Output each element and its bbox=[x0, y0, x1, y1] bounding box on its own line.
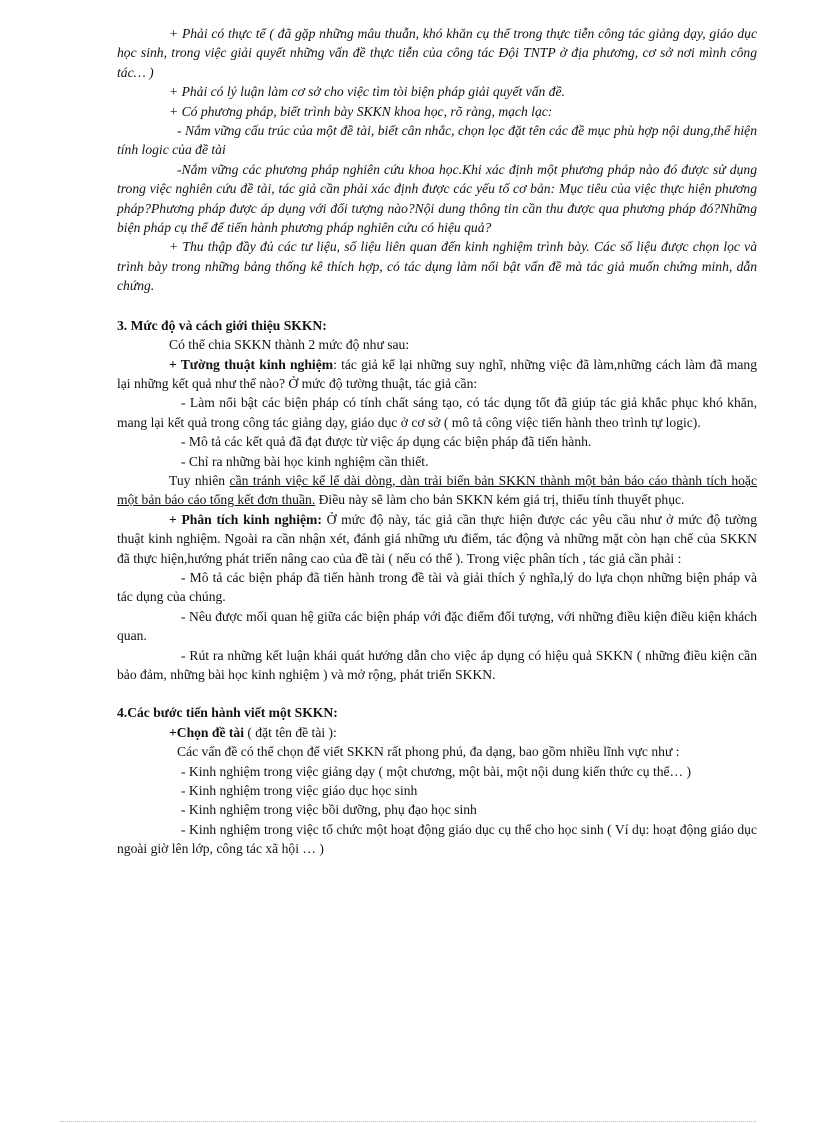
narrative-experience-paragraph bbox=[117, 355, 757, 394]
topic-item-4: - Kinh nghiệm trong việc tổ chức một hoạt động giáo dục cụ thể cho học sinh ( Ví dụ: hoạt động giáo dục ngoài giờ lên lớp, công tác xã hội … ) bbox=[117, 821, 757, 857]
section-4-intro: Các vấn đề có thể chọn để viết SKKN rất phong phú, đa dạng, bao gồm nhiều lĩnh vực như : bbox=[177, 744, 680, 760]
page-bottom-border bbox=[60, 1121, 756, 1122]
paragraph-collect-data: + Thu thập đầy đủ các tư liệu, số liệu liên quan đến kinh nghiệm trình bày. Các số liệu được chọn lọc và trình bày trong những bảng thống kê thích hợp, có tác dụng làm nổi bật vấn đề mà tác giả muốn chứng minh, dẫn chứng. bbox=[117, 239, 757, 294]
however-underlined-text: cần tránh việc kể lể dài dòng, dàn trải biến bản SKKN thành một bản báo cáo thành tích hoặc một bản báo cáo tổng kết đơn thuần. bbox=[117, 472, 757, 508]
spacer bbox=[117, 684, 757, 703]
paragraph-theory: + Phải có lý luận làm cơ sở cho việc tìm tòi biện pháp giải quyết vấn đề. bbox=[169, 84, 565, 100]
paragraph-method: + Có phương pháp, biết trình bày SKKN khoa học, rõ ràng, mạch lạc: bbox=[169, 103, 553, 119]
analysis-experience-label: + Phân tích kinh nghiệm: bbox=[169, 511, 322, 527]
choose-topic-text: ( đặt tên đề tài ): bbox=[243, 724, 337, 740]
paragraph-practical: + Phải có thực tế ( đã gặp những mâu thuẫn, khó khăn cụ thể trong thực tiễn công tác giảng dạy, giáo dục học sinh, trong việc giải quyết những vấn đề thực tiễn của công tác Đội TNTP ở địa phương, cơ sở nơi mình công tác… ) bbox=[117, 26, 757, 80]
choose-topic-label: +Chọn đề tài bbox=[169, 724, 244, 740]
narrative-item-3: - Chỉ ra những bài học kinh nghiệm cần thiết. bbox=[181, 453, 429, 469]
topic-item-3: - Kinh nghiệm trong việc bồi dưỡng, phụ đạo học sinh bbox=[181, 802, 477, 818]
however-suffix: Điều này sẽ làm cho bản SKKN kém giá trị, thiếu tính thuyết phục. bbox=[315, 492, 685, 508]
section-3-intro: Có thể chia SKKN thành 2 mức độ như sau: bbox=[169, 337, 410, 353]
paragraph-research-methods: -Nắm vững các phương pháp nghiên cứu khoa học.Khi xác định một phương pháp nào đó được sử dụng trong việc nghiên cứu đề tài, tác giả cần phải xác định được các yếu tố cơ bản: Mục tiêu của việc thực hiện phương pháp?Phương pháp được áp dụng với đối tượng nào?Nội dung thông tin cần thu được qua phương pháp đó?Những biện pháp cụ thể để tiến hành phương pháp nghiên cứu có hiệu quả? bbox=[117, 161, 757, 236]
however-prefix: Tuy nhiên bbox=[169, 472, 230, 488]
section-4-heading: 4.Các bước tiến hành viết một SKKN: bbox=[117, 705, 338, 721]
analysis-experience-paragraph bbox=[117, 510, 757, 568]
paragraph-structure: - Nắm vững cấu trúc của một đề tài, biết cân nhắc, chọn lọc đặt tên các đề mục phù hợp nội dung,thể hiện tính logic của đề tài bbox=[117, 123, 757, 158]
analysis-item-3: - Rút ra những kết luận khái quát hướng dẫn cho việc áp dụng có hiệu quả SKKN ( những điều kiện cần bảo đảm, những bài học kinh nghiệm ) và mở rộng, phát triển SKKN. bbox=[117, 647, 757, 682]
analysis-item-2: - Nêu được mối quan hệ giữa các biện pháp với đặc điểm đối tượng, với những điều kiện điều kiện khách quan. bbox=[117, 608, 757, 644]
narrative-experience-text: : tác giả kể lại những suy nghĩ, những việc đã làm,những cách làm đã mang lại những kết quả như thế nào? Ở mức độ tường thuật, tác giả cần: bbox=[117, 356, 757, 391]
choose-topic-paragraph bbox=[117, 723, 757, 742]
analysis-experience-text: Ở mức độ này, tác giả cần thực hiện được các yêu cầu như ở mức độ tường thuật kinh nghiệm. Ngoài ra cần nhận xét, đánh giá những ưu điểm, tác động và những mặt còn hạn chế của SKKN đã thực hiện,hướng phát triển nâng cao của đề tài ( nếu có thể ). Trong việc phân tích , tác giả cần phải : bbox=[117, 511, 757, 566]
analysis-item-1: - Mô tả các biện pháp đã tiến hành trong đề tài và giải thích ý nghĩa,lý do lựa chọn những biện pháp và tác dụng của chúng. bbox=[117, 569, 757, 605]
however-paragraph bbox=[117, 471, 757, 510]
spacer bbox=[117, 296, 757, 316]
narrative-item-2: - Mô tả các kết quả đã đạt được từ việc áp dụng các biện pháp đã tiến hành. bbox=[181, 434, 592, 450]
topic-item-1: - Kinh nghiệm trong việc giảng dạy ( một chương, một bài, một nội dung kiến thức cụ thể… ) bbox=[181, 763, 692, 779]
narrative-experience-label: + Tường thuật kinh nghiệm bbox=[169, 356, 334, 372]
topic-item-2: - Kinh nghiệm trong việc giáo dục học sinh bbox=[181, 783, 418, 799]
narrative-item-1: - Làm nổi bật các biện pháp có tính chất sáng tạo, có tác dụng tốt đã giúp tác giả khắc phục khó khăn, mang lại kết quả trong công tác giảng dạy, giáo dục ở cơ sở ( mô tả công việc tiến hành theo trình tự logic). bbox=[117, 395, 757, 430]
section-3-heading: 3. Mức độ và cách giới thiệu SKKN: bbox=[117, 317, 327, 333]
document-body bbox=[117, 24, 757, 859]
